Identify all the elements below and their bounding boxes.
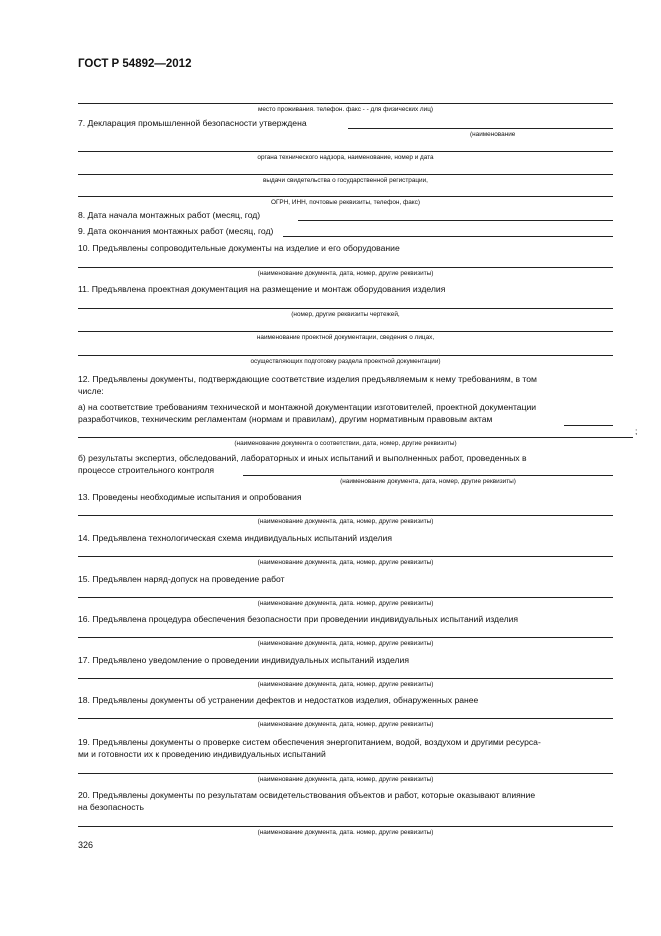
fill-line (78, 515, 613, 516)
page-number: 326 (78, 840, 94, 850)
fill-line (78, 331, 613, 332)
fill-line (78, 267, 613, 268)
fill-line (78, 103, 613, 104)
item-9-text: 9. Дата окончания монтажных работ (месяц, год) (78, 226, 274, 236)
field-caption: (наименование (470, 131, 516, 138)
field-caption: (наименование документа о соответствии, дата, номер, другие реквизиты) (234, 440, 457, 447)
item-8-text: 8. Дата начала монтажных работ (месяц, год) (78, 210, 261, 220)
item-15-text: 15. Предъявлен наряд-допуск на проведение работ (78, 574, 285, 584)
fill-line (78, 437, 633, 438)
item-12-text: числе: (78, 386, 104, 396)
item-13-text: 13. Проведены необходимые испытания и опробования (78, 492, 302, 502)
item-12a-text: а) на соответствие требованиям технической и монтажной документации изготовителей, проектной документации (78, 402, 537, 412)
item-18-text: 18. Предъявлены документы об устранении дефектов и недостатков изделия, обнаруженных ранее (78, 695, 479, 705)
fill-line (78, 773, 613, 774)
item-12a-text: разработчиков, техническим регламентам (нормам и правилам), другим нормативным правовым актам (78, 414, 493, 424)
field-caption: выдачи свидетельства о государственной регистрации, (263, 177, 428, 184)
semicolon: ; (635, 426, 638, 436)
item-19-text: 19. Предъявлены документы о проверке систем обеспечения энергопитанием, водой, воздухом и другими ресурса- (78, 737, 541, 747)
item-12b-text: б) результаты экспертиз, обследований, лабораторных и иных испытаний и выполненных работ, проведенных в (78, 453, 527, 463)
field-caption: (наименование документа, дата, номер, другие реквизиты) (257, 681, 434, 688)
field-caption: (наименование документа, дата. номер, другие реквизиты) (257, 600, 434, 607)
fill-line (283, 236, 613, 237)
item-20-text: 20. Предъявлены документы по результатам освидетельствования объектов и работ, которые оказывают влияние (78, 790, 536, 800)
document-code: ГОСТ Р 54892—2012 (78, 58, 192, 70)
field-caption: (наименование документа, дата, номер, другие реквизиты) (340, 478, 516, 485)
item-12-text: 12. Предъявлены документы, подтверждающие соответствие изделия предъявляемым к нему требованиям, в том (78, 374, 537, 384)
fill-line (78, 355, 613, 356)
field-caption: (наименование документа, дата, номер, другие реквизиты) (257, 776, 434, 783)
fill-line (78, 637, 613, 638)
field-caption: (номер, другие реквизиты чертежей, (291, 311, 400, 318)
fill-line (78, 826, 613, 827)
item-14-text: 14. Предъявлена технологическая схема индивидуальных испытаний изделия (78, 533, 392, 543)
fill-line (243, 475, 613, 476)
fill-line (78, 308, 613, 309)
fill-line (78, 196, 613, 197)
fill-line (78, 678, 613, 679)
field-caption: (наименование документа, дата, номер, другие реквизиты) (257, 270, 434, 277)
fill-line (78, 597, 613, 598)
fill-line (564, 425, 613, 426)
field-caption: ОГРН, ИНН, почтовые реквизиты, телефон, факс) (271, 199, 420, 206)
item-19-text: ми и готовности их к проведению индивидуальных испытаний (78, 749, 326, 759)
fill-line (348, 128, 613, 129)
field-caption: осуществляющих подготовку раздела проектной документации) (250, 358, 441, 365)
field-caption: (наименование документа, дата, номер, другие реквизиты) (257, 721, 434, 728)
item-17-text: 17. Предъявлено уведомление о проведении индивидуальных испытаний изделия (78, 655, 409, 665)
field-caption: наименование проектной документации, сведения о лицах, (256, 334, 435, 341)
field-caption: (наименование документа, дата, номер, другие реквизиты) (257, 518, 434, 525)
item-20-text: на безопасность (78, 802, 144, 812)
field-caption: (наименование документа, дата. номер, другие реквизиты) (257, 829, 434, 836)
field-caption: место проживания. телефон. факс - - для физических лиц) (257, 106, 433, 113)
item-11-text: 11. Предъявлена проектная документация на размещение и монтаж оборудования изделия (78, 284, 446, 294)
item-10-text: 10. Предъявлены сопроводительные документы на изделие и его оборудование (78, 243, 400, 253)
item-16-text: 16. Предъявлена процедура обеспечения безопасности при проведении индивидуальных испытаний изделия (78, 614, 519, 624)
field-caption: (наименование документа, дата, номер, другие реквизиты) (257, 559, 434, 566)
fill-line (78, 718, 613, 719)
fill-line (78, 174, 613, 175)
field-caption: (наименование документа, дата, номер, другие реквизиты) (257, 640, 434, 647)
item-12b-text: процессе строительного контроля (78, 465, 214, 475)
fill-line (78, 151, 613, 152)
item-7-text: 7. Декларация промышленной безопасности утверждена (78, 118, 307, 128)
fill-line (78, 556, 613, 557)
field-caption: органа технического надзора, наименование, номер и дата (257, 154, 434, 161)
fill-line (298, 220, 613, 221)
